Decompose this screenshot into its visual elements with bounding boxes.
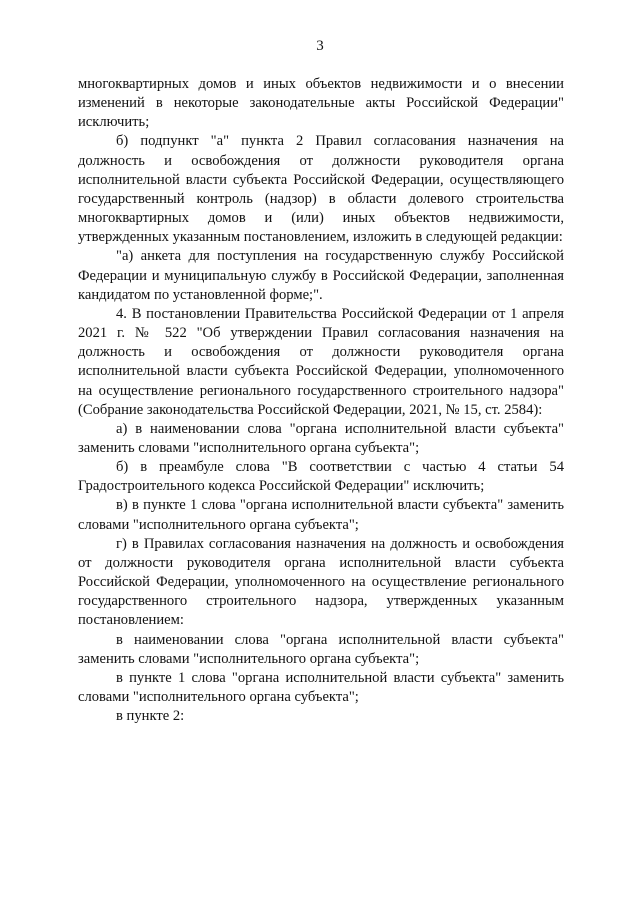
paragraph-subclause-a: а) в наименовании слова "органа исполнительной власти субъекта" заменить словами "исполнительного органа субъекта";: [78, 420, 564, 456]
paragraph-continuation: многоквартирных домов и иных объектов недвижимости и о внесении изменений в некоторые законодательные акты Российской Федерации" исключить;: [78, 76, 564, 131]
document-body: [78, 75, 564, 726]
page-number: 3: [316, 38, 324, 54]
paragraph-point-1-change: в пункте 1 слова "органа исполнительной власти субъекта" заменить словами "исполнительного органа субъекта";: [78, 669, 564, 705]
paragraph-subclause-b-preamble: б) в преамбуле слова "В соответствии с частью 4 статьи 54 Градостроительного кодекса Российской Федерации" исключить;: [78, 459, 564, 495]
paragraph-quoted-clause-a: "а) анкета для поступления на государственную службу Российской Федерации и муниципальную службу в Российской Федерации, заполненная кандидатом по установленной форме;".: [78, 248, 564, 303]
paragraph-title-change: в наименовании слова "органа исполнительной власти субъекта" заменить словами "исполнительного органа субъекта";: [78, 631, 564, 667]
paragraph-subclause-g: г) в Правилах согласования назначения на должность и освобождения от должности руководителя органа исполнительной власти субъекта Российской Федерации, уполномоченного на осуществление регионального государственного строительного надзора, утвержденных указанным постановлением:: [78, 535, 564, 629]
paragraph-item-4: 4. В постановлении Правительства Российской Федерации от 1 апреля 2021 г. № 522 "Об утверждении Правил согласования назначения на должность и освобождения от должности руководителя органа исполнительной власти субъекта Российской Федерации, уполномоченного на осуществление регионального государственного строительного надзора" (Собрание законодательства Российской Федерации, 2021, № 15, ст. 2584):: [78, 305, 564, 418]
paragraph-subclause-b: б) подпункт "а" пункта 2 Правил согласования назначения на должность и освобождения от должности руководителя органа исполнительной власти субъекта Российской Федерации, осуществляющего государственный контроль (надзор) в области долевого строительства многоквартирных домов и (или) иных объектов недвижимости, утвержденных указанным постановлением, изложить в следующей редакции:: [78, 133, 564, 246]
paragraph-point-2-intro: в пункте 2:: [116, 708, 185, 725]
paragraph-subclause-v: в) в пункте 1 слова "органа исполнительной власти субъекта" заменить словами "исполнительного органа субъекта";: [78, 497, 564, 533]
